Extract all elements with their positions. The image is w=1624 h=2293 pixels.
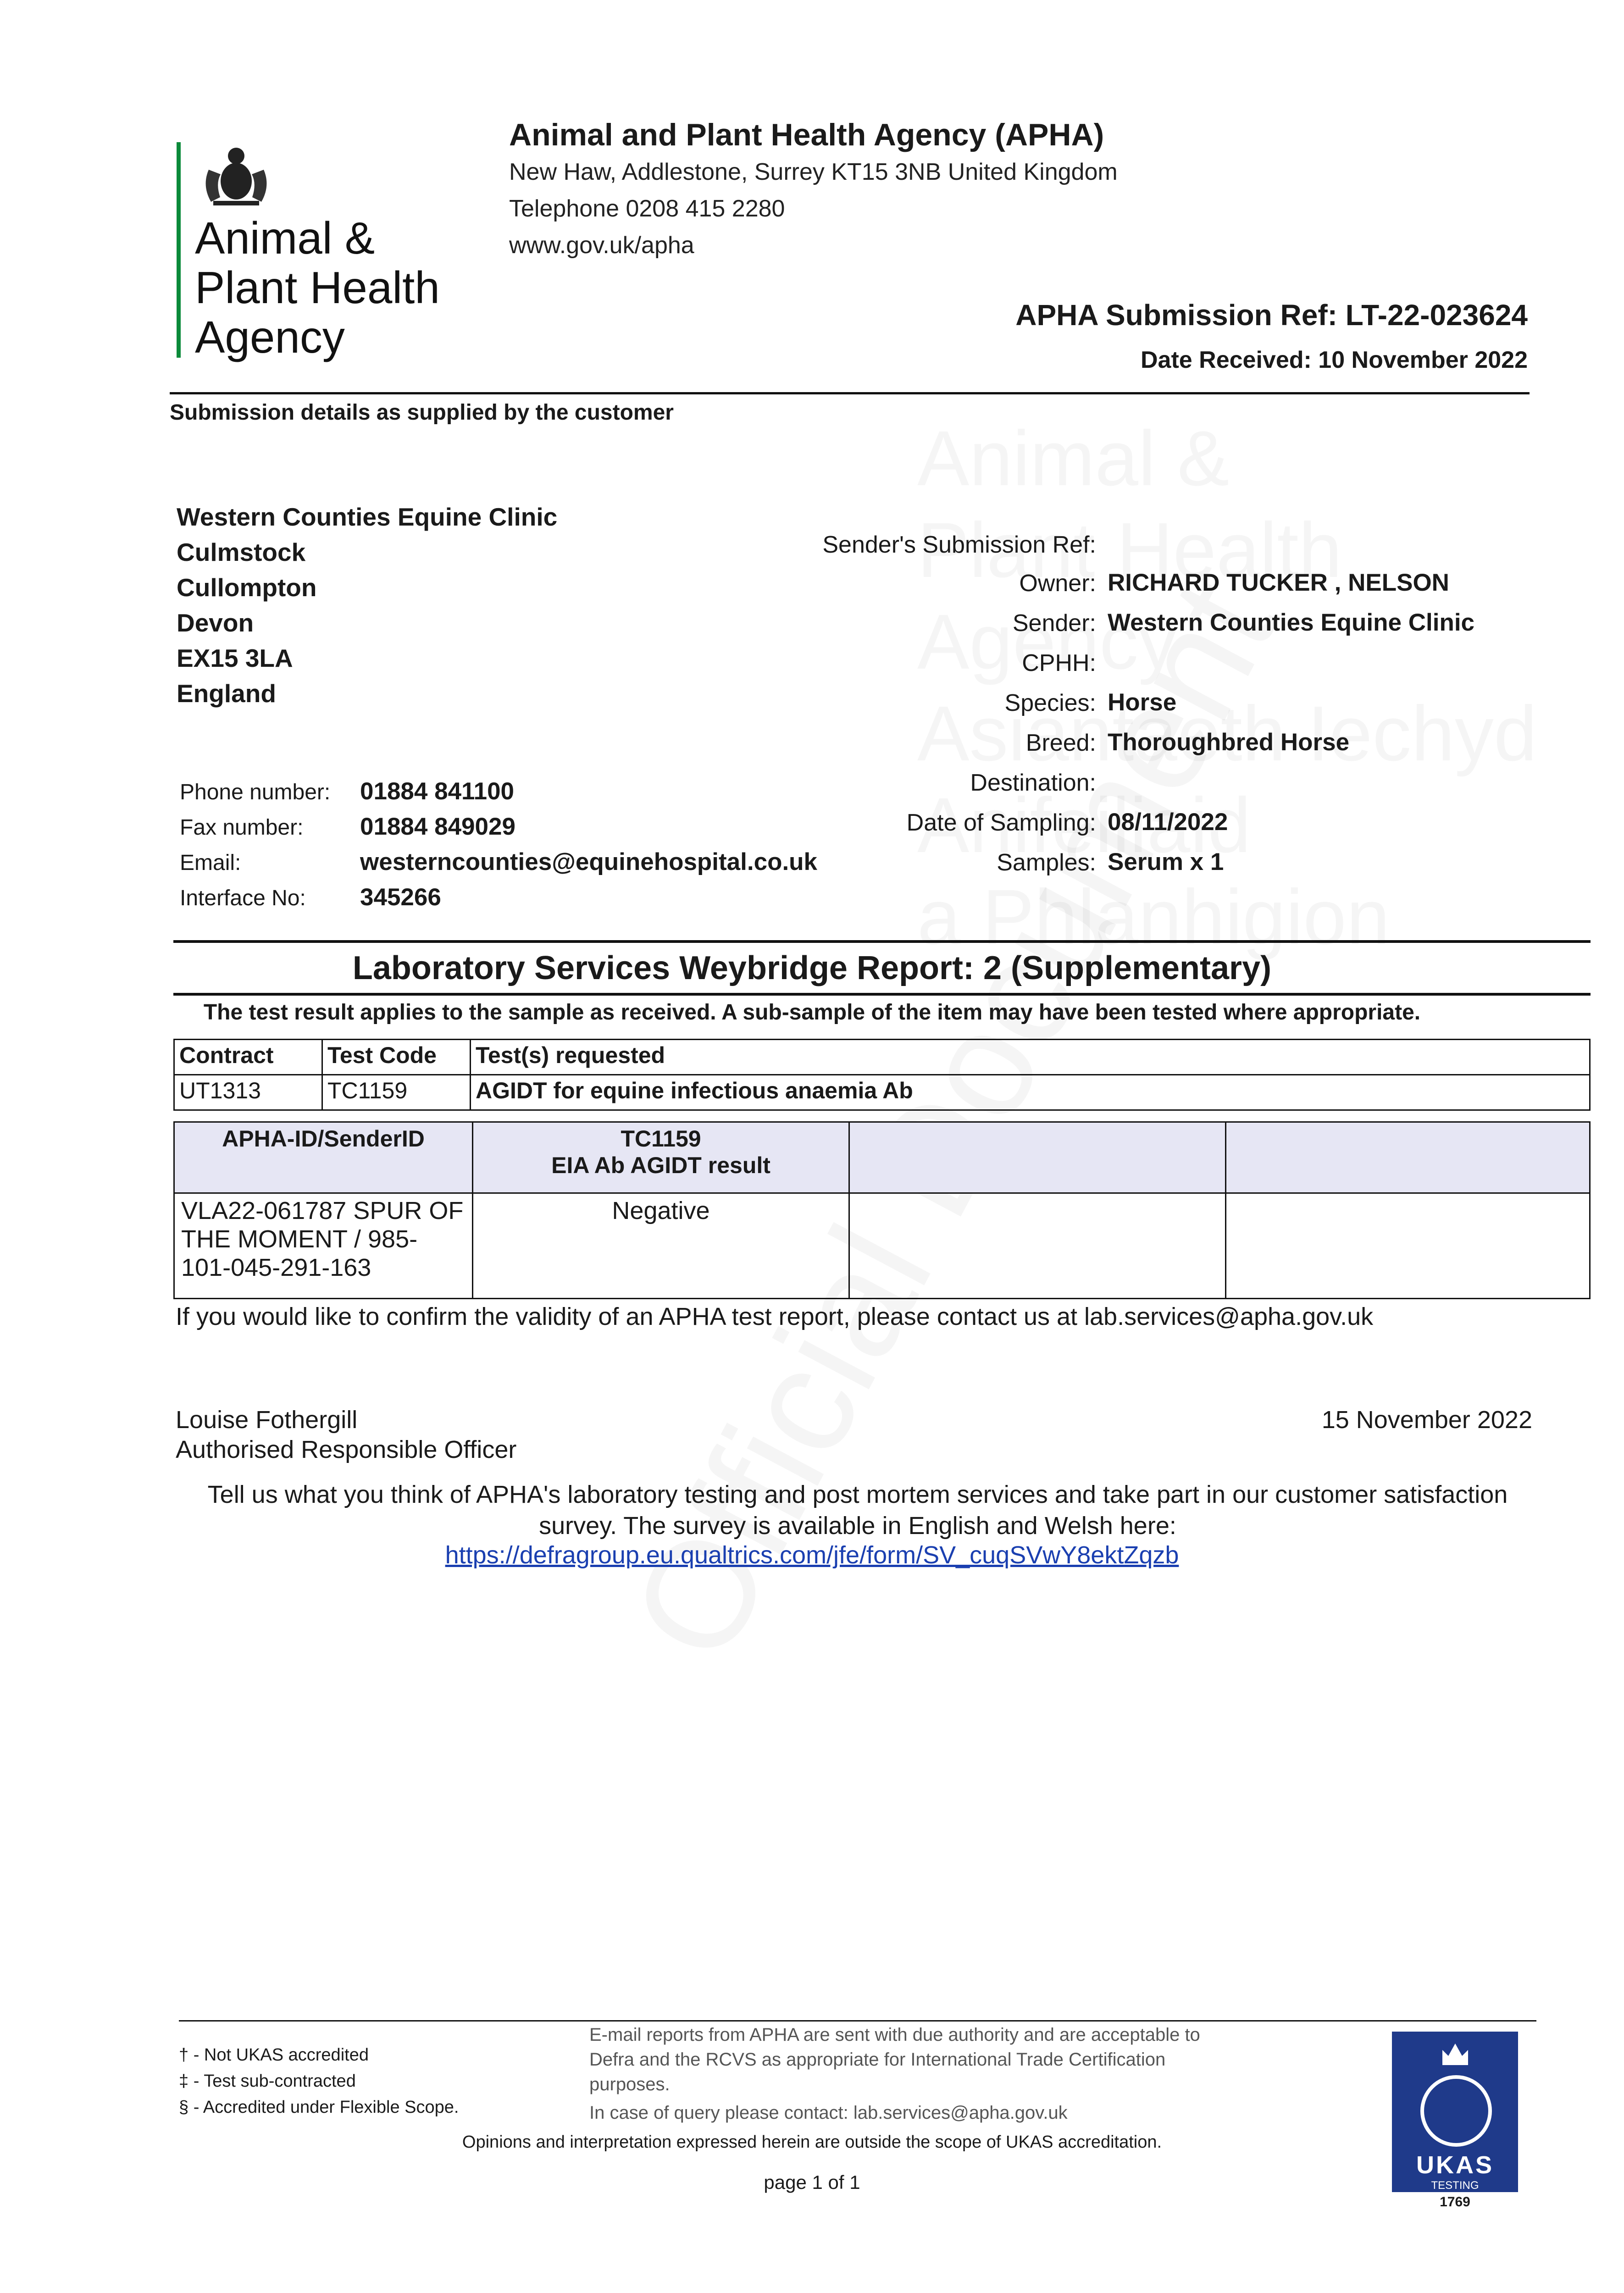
table-row (174, 1075, 1590, 1110)
table-header-row (174, 1122, 1590, 1193)
fax-label: Fax number: (180, 815, 304, 840)
info-label: Sender: (1012, 610, 1096, 637)
tests-table (173, 1039, 1591, 1111)
info-label: Destination: (970, 770, 1096, 796)
crown-icon (1440, 2040, 1470, 2067)
header-divider (170, 392, 1530, 394)
info-label: Owner: (1019, 570, 1096, 597)
species-value: Horse (1108, 689, 1177, 716)
address-line: EX15 3LA (177, 644, 293, 672)
info-label: Breed: (1025, 730, 1096, 756)
agency-telephone: Telephone 0208 415 2280 (509, 195, 785, 222)
address-line: Devon (177, 609, 254, 637)
owner-value: RICHARD TUCKER , NELSON (1108, 569, 1449, 596)
info-label: Date of Sampling: (906, 809, 1096, 836)
address-line: England (177, 679, 276, 708)
test-requested-cell: AGIDT for equine infectious anaemia Ab (471, 1075, 1590, 1110)
info-label: Sender's Submission Ref: (822, 532, 1096, 558)
address-line: Culmstock (177, 538, 306, 566)
samples-value: Serum x 1 (1108, 848, 1224, 875)
survey-link[interactable]: https://defragroup.eu.qualtrics.com/jfe/form/SV_cuqSVwY8ektZqzb (445, 1541, 1179, 1569)
report-rule-bottom (173, 993, 1591, 996)
result-cell: Negative (473, 1193, 849, 1299)
ukas-testing: TESTING (1431, 2179, 1479, 2192)
info-label: Samples: (997, 849, 1096, 876)
phone-label: Phone number: (180, 780, 331, 804)
fax-value: 01884 849029 (360, 813, 515, 840)
breed-value: Thoroughbred Horse (1108, 729, 1350, 756)
empty-cell (1226, 1193, 1590, 1299)
legend-flexible-scope: § - Accredited under Flexible Scope. (179, 2098, 459, 2117)
ukas-word: UKAS (1416, 2151, 1494, 2179)
date-received: Date Received: 10 November 2022 (1140, 347, 1528, 373)
header-cell: Test(s) requested (471, 1040, 1590, 1075)
report-title: Laboratory Services Weybridge Report: 2 (Supplementary) (352, 950, 1272, 986)
applies-note: The test result applies to the sample as received. A sub-sample of the item may have been tested where appropriate. (203, 1000, 1421, 1025)
info-label: Species: (1004, 690, 1096, 716)
sender-value: Western Counties Equine Clinic (1108, 609, 1475, 636)
info-label: CPHH: (1022, 650, 1096, 676)
test-code-cell: TC1159 (322, 1075, 471, 1110)
email-note: E-mail reports from APHA are sent with due authority and are acceptable to Defra and the RCVS as appropriate for International Trade Certification purposes. In case of query please contact: lab.services@apha.gov.uk (589, 2025, 1200, 2123)
agency-name: Animal and Plant Health Agency (APHA) (509, 117, 1104, 152)
agency-website: www.gov.uk/apha (509, 232, 694, 259)
ukas-number: 1769 (1440, 2194, 1470, 2210)
id-header: APHA-ID/SenderID (174, 1122, 473, 1193)
opinions-note: Opinions and interpretation expressed herein are outside the scope of UKAS accreditation. (462, 2132, 1162, 2152)
royal-crest-icon (195, 142, 277, 211)
address-line: Cullompton (177, 573, 317, 602)
interface-label: Interface No: (180, 886, 306, 910)
email-label: Email: (180, 851, 241, 875)
table-row (174, 1193, 1590, 1299)
contract-cell: UT1313 (174, 1075, 322, 1110)
header-cell: Contract (174, 1040, 322, 1075)
signer-name: Louise Fothergill (176, 1406, 358, 1434)
legend-subcontracted: ‡ - Test sub-contracted (179, 2071, 356, 2091)
sampling-date-value: 08/11/2022 (1108, 809, 1228, 836)
empty-cell (849, 1193, 1226, 1299)
header-cell: Test Code (322, 1040, 471, 1075)
test-name-header: EIA Ab AGIDT result (551, 1152, 770, 1178)
legend-not-ukas: † - Not UKAS accredited (179, 2045, 369, 2065)
interface-value: 345266 (360, 884, 441, 911)
test-header (473, 1122, 849, 1193)
signoff-date: 15 November 2022 (1321, 1406, 1532, 1434)
agency-address: New Haw, Addlestone, Surrey KT15 3NB United Kingdom (509, 159, 1118, 185)
survey-text: Tell us what you think of APHA's laboratory testing and post mortem services and take part in our customer satisfaction survey. The survey is available in English and Welsh here: (207, 1481, 1508, 1540)
results-table (173, 1121, 1591, 1299)
table-header-row (174, 1040, 1590, 1075)
submission-ref: APHA Submission Ref: LT-22-023624 (1015, 299, 1528, 332)
logo-bar (177, 142, 181, 358)
submission-details-heading: Submission details as supplied by the customer (170, 400, 674, 425)
address-line: Western Counties Equine Clinic (177, 503, 558, 531)
confirm-note: If you would like to confirm the validity of an APHA test report, please contact us at lab.services@apha.gov.uk (176, 1303, 1374, 1330)
ukas-ring-icon (1420, 2075, 1492, 2147)
test-code-header: TC1159 (621, 1126, 701, 1152)
ukas-logo (1392, 2032, 1518, 2192)
signer-role: Authorised Responsible Officer (176, 1436, 517, 1463)
empty-header (849, 1122, 1226, 1193)
footer-divider (179, 2020, 1536, 2022)
page-number: page 1 of 1 (764, 2171, 860, 2193)
report-rule-top (173, 940, 1591, 943)
sample-id-cell: VLA22-061787 SPUR OF THE MOMENT / 985-101-045-291-163 (174, 1193, 473, 1299)
logo-text: Animal & Plant Health Agency (195, 213, 440, 362)
phone-value: 01884 841100 (360, 778, 515, 805)
empty-header (1226, 1122, 1590, 1193)
email-value: westerncounties@equinehospital.co.uk (360, 848, 818, 875)
